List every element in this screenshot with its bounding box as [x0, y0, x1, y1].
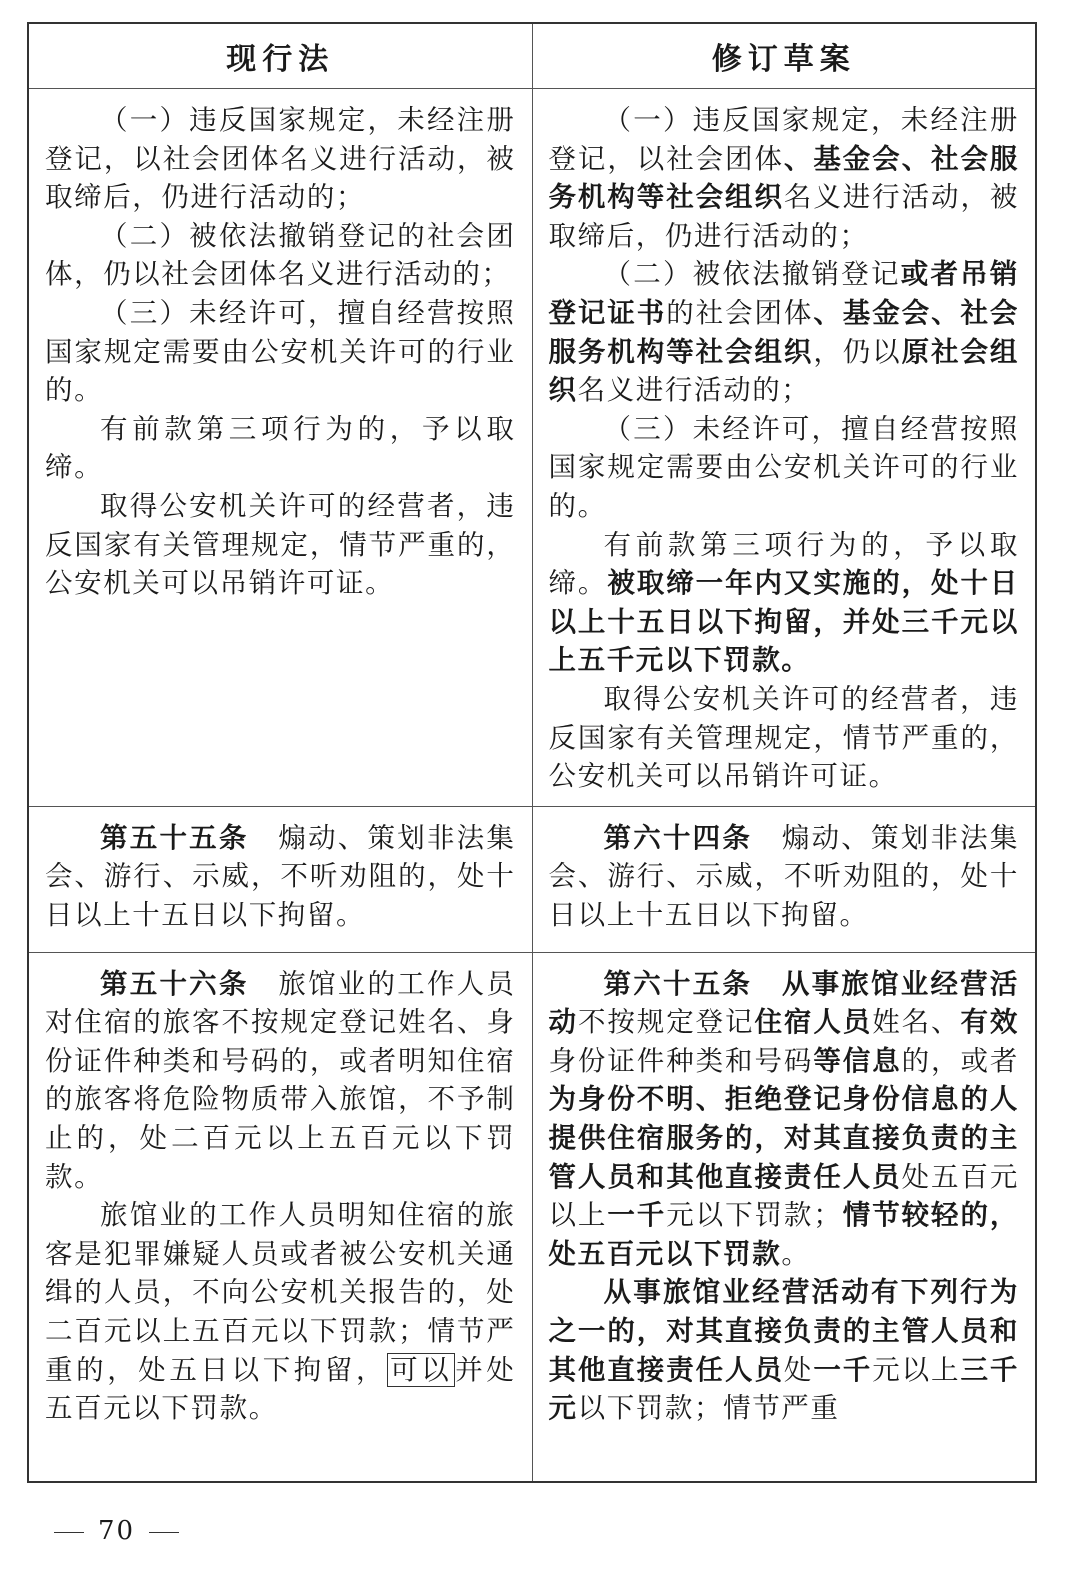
text-run: 取得公安机关许可的经营者，违反国家有关管理规定，情节严重的，公安机关可以吊销许可证。 — [548, 682, 1019, 793]
text-run: 并处五百元以下罚款。 — [45, 1353, 516, 1425]
header-revision-draft: 修订草案 — [532, 23, 1036, 89]
text-run: 姓名、 — [872, 1006, 961, 1039]
current-law-cell — [28, 806, 532, 952]
cell-text — [29, 89, 532, 613]
cell-text — [533, 953, 1036, 1438]
bold-text: 、基金会、社会服务机构等社会组织 — [548, 142, 1019, 214]
current-law-cell — [28, 89, 532, 807]
paragraph — [45, 410, 516, 487]
bold-text: 住宿人员 — [754, 1006, 873, 1039]
bold-text: 或者吊销登记证书 — [548, 258, 1020, 329]
bold-text: 三千元 — [548, 1353, 1020, 1425]
text-run: 处 — [783, 1353, 814, 1386]
text-run: （一）违反国家规定，未经注册登记，以社会团体 — [548, 104, 1019, 175]
bold-text: 、基金会、社会服务机构等社会组织 — [548, 296, 1020, 368]
comparison-table — [27, 22, 1037, 1483]
text-run: （二）被依法撤销登记的社会团体，仍以社会团体名义进行活动的； — [45, 219, 516, 291]
text-run: （三）未经许可，擅自经营按照国家规定需要由公安机关许可的行业的。 — [45, 296, 516, 407]
bold-text: 一千 — [607, 1199, 667, 1232]
page-footer — [40, 1516, 193, 1546]
bold-text: 第六十五条 — [603, 967, 753, 1000]
text-run: 的，或者 — [901, 1044, 1019, 1077]
paragraph — [549, 526, 1020, 680]
text-run: 处五百元以上 — [548, 1160, 1020, 1232]
revision-draft-cell — [532, 952, 1036, 1482]
text-run: 有前款第三项行为的，予以取缔。 — [45, 412, 516, 484]
bold-text: 情节较轻的，处五百元以下罚款 — [548, 1199, 1020, 1270]
bold-text: 有效 — [960, 1006, 1019, 1039]
paragraph — [549, 965, 1020, 1274]
revision-draft-cell — [532, 806, 1036, 952]
paragraph — [45, 819, 516, 935]
text-run: （二）被依法撤销登记 — [603, 258, 901, 291]
cell-text — [29, 953, 532, 1438]
page-number: 70 — [98, 1516, 136, 1546]
text-run: 煽动、策划非法集会、游行、示威，不听劝阻的，处十日以上十五日以下拘留。 — [548, 821, 1020, 931]
boxed-text: 可以 — [387, 1353, 455, 1387]
text-run: 有前款第三项行为的，予以取缔。 — [548, 528, 1019, 600]
cell-text — [533, 89, 1036, 806]
text-run: 名义进行活动，被取缔后，仍进行活动的； — [548, 181, 1019, 252]
paragraph — [45, 1196, 516, 1428]
table-header-row — [28, 23, 1036, 89]
paragraph — [45, 101, 516, 217]
text-run: 元以上 — [872, 1353, 961, 1386]
text-run: 名义进行活动的； — [577, 374, 811, 407]
paragraph — [549, 819, 1020, 935]
cell-text — [533, 807, 1036, 945]
footer-dash-right — [149, 1532, 179, 1533]
table-row — [28, 952, 1036, 1482]
text-run: 的社会团体 — [666, 296, 814, 329]
text-run: 元以下罚款； — [666, 1199, 843, 1232]
paragraph — [45, 294, 516, 410]
bold-text: 等信息 — [813, 1044, 902, 1077]
header-current-law: 现行法 — [28, 23, 532, 89]
bold-text: 第六十四条 — [603, 821, 753, 854]
bold-text: 原社会组织 — [548, 335, 1019, 407]
revision-draft-cell — [532, 89, 1036, 807]
footer-dash-left — [54, 1532, 84, 1533]
table-row — [28, 89, 1036, 807]
bold-text: 第五十六条 — [100, 967, 249, 1000]
text-run: （一）违反国家规定，未经注册登记，以社会团体名义进行活动，被取缔后，仍进行活动的； — [45, 104, 516, 214]
bold-text: 被取缔一年内又实施的，处十日以上十五日以下拘留，并处三千元以上五千元以下罚款。 — [548, 567, 1019, 677]
paragraph — [549, 410, 1020, 526]
bold-text: 从事旅馆业经营活动有下列行为之一的，对其直接负责的主管人员和其他直接责任人员 — [548, 1276, 1019, 1386]
paragraph — [45, 487, 516, 603]
text-run: 身份证件种类和号码 — [548, 1044, 814, 1077]
cell-text — [29, 807, 532, 945]
bold-text: 一千 — [813, 1353, 873, 1386]
text-run: 旅馆业的工作人员对住宿的旅客不按规定登记姓名、身份证件种类和号码的，或者明知住宿的旅客将危险物质带入旅馆，不予制止的，处二百元以上五百元以下罚款。 — [45, 967, 516, 1193]
text-run: 以下罚款；情节严重 — [577, 1392, 840, 1425]
text-run — [752, 968, 782, 1000]
text-run: （三）未经许可，擅自经营按照国家规定需要由公安机关许可的行业的。 — [548, 412, 1019, 522]
paragraph — [549, 680, 1020, 796]
table-row — [28, 806, 1036, 952]
bold-text: 第五十五条 — [100, 821, 249, 854]
text-run: ，仍以 — [813, 335, 902, 368]
bold-text: 从事旅馆业经营活动 — [548, 967, 1019, 1039]
paragraph — [45, 217, 516, 294]
paragraph — [549, 1273, 1020, 1427]
text-run: 不按规定登记 — [577, 1006, 755, 1039]
paragraph — [549, 101, 1020, 255]
text-run: 煽动、策划非法集会、游行、示威，不听劝阻的，处十日以上十五日以下拘留。 — [45, 821, 516, 931]
bold-text: 为身份不明、拒绝登记身份信息的人提供住宿服务的，对其直接负责的主管人员和其他直接责任人员 — [548, 1083, 1019, 1193]
current-law-cell — [28, 952, 532, 1482]
paragraph — [45, 965, 516, 1197]
text-run: 取得公安机关许可的经营者，违反国家有关管理规定，情节严重的，公安机关可以吊销许可证。 — [45, 489, 516, 600]
text-run: 。 — [781, 1237, 811, 1270]
text-run: 旅馆业的工作人员明知住宿的旅客是犯罪嫌疑人员或者被公安机关通缉的人员，不向公安机关报告的，处二百元以上五百元以下罚款；情节严重的，处五日以下拘留， — [45, 1199, 516, 1386]
paragraph — [549, 255, 1020, 409]
